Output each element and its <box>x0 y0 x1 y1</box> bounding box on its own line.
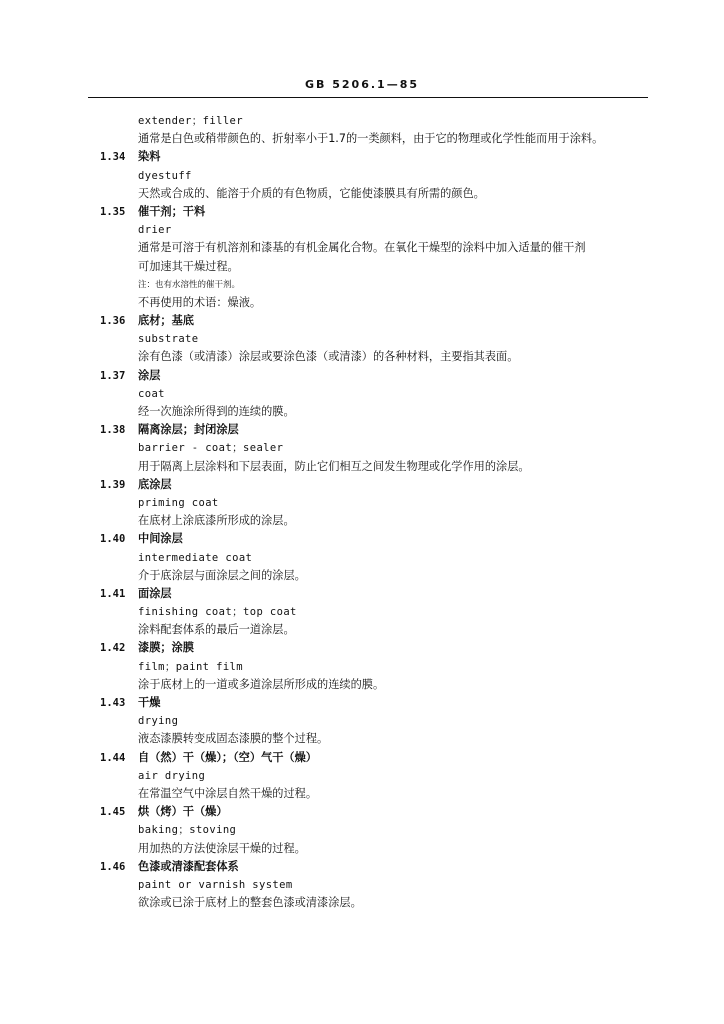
term-definition-line <box>0 512 724 530</box>
term-number: 1.38 <box>100 424 126 437</box>
term-heading <box>0 148 724 166</box>
term-chinese: 色漆或清漆配套体系 <box>138 859 239 873</box>
term-heading <box>0 694 724 712</box>
term-number: 1.43 <box>100 697 126 709</box>
term-note-line <box>0 276 724 294</box>
term-definition-line <box>0 348 724 366</box>
term-english: drying <box>138 715 179 728</box>
term-number: 1.39 <box>100 478 126 491</box>
term-heading <box>0 530 724 548</box>
term-definition-line <box>0 458 724 476</box>
term-heading <box>0 421 724 439</box>
term-number: 1.35 <box>100 205 126 218</box>
term-number: 1.45 <box>100 806 126 819</box>
term-english-line <box>0 221 724 239</box>
term-definition-line <box>0 130 724 148</box>
term-definition: 涂料配套体系的最后一道涂层。 <box>138 623 295 637</box>
term-definition: 经一次施涂所得到的连续的膜。 <box>138 405 295 418</box>
term-number: 1.34 <box>100 151 126 164</box>
term-definition: 在底材上涂底漆所形成的涂层。 <box>138 514 295 528</box>
term-english: film；paint film <box>138 660 244 673</box>
term-note: 注：也有水溶性的催干剂。 <box>138 279 241 290</box>
term-chinese: 隔离涂层；封闭涂层 <box>138 423 239 437</box>
term-number: 1.41 <box>100 587 126 600</box>
term-heading <box>0 749 724 767</box>
term-definition-line <box>0 676 724 694</box>
term-heading <box>0 585 724 603</box>
term-definition: 用加热的方法使涂层干燥的过程。 <box>138 841 306 855</box>
term-definition: 涂有色漆（或清漆）涂层或要涂色漆（或清漆）的各种材料，主要指其表面。 <box>138 350 519 364</box>
term-english-line <box>0 167 724 185</box>
term-english-line <box>0 112 724 130</box>
term-heading <box>0 312 724 330</box>
term-number: 1.36 <box>100 315 126 328</box>
term-number: 1.44 <box>100 751 126 764</box>
term-english-line <box>0 549 724 567</box>
term-heading <box>0 476 724 494</box>
term-definition-line <box>0 239 724 257</box>
term-chinese: 自（然）干（燥）；（空）气干（燥） <box>138 750 317 764</box>
term-english-line <box>0 658 724 676</box>
term-chinese: 染料 <box>138 150 161 164</box>
term-english-line <box>0 439 724 457</box>
term-definition: 天然或合成的、能溶于介质的有色物质，它能使漆膜具有所需的颜色。 <box>138 186 485 200</box>
term-english: extender；filler <box>138 115 244 127</box>
term-english-line <box>0 767 724 785</box>
term-number: 1.42 <box>100 642 126 655</box>
term-number: 1.40 <box>100 533 126 546</box>
term-definition-line <box>0 185 724 203</box>
term-definition-line <box>0 621 724 639</box>
term-definition-line <box>0 258 724 276</box>
term-chinese: 漆膜；涂膜 <box>138 641 194 655</box>
term-english-line <box>0 330 724 348</box>
term-definition-line <box>0 730 724 748</box>
term-english: intermediate coat <box>138 551 253 564</box>
header-rule <box>88 97 648 98</box>
term-chinese: 干燥 <box>138 696 161 709</box>
term-heading <box>0 203 724 221</box>
term-english: drier <box>138 224 172 237</box>
term-chinese: 烘（烤）干（燥） <box>138 805 228 819</box>
term-number: 1.37 <box>100 369 126 382</box>
term-english: dyestuff <box>138 169 192 182</box>
term-chinese: 涂层 <box>138 368 161 382</box>
term-definition-line <box>0 567 724 585</box>
term-definition-line <box>0 894 724 912</box>
term-english-line <box>0 385 724 403</box>
term-definition-line <box>0 785 724 803</box>
term-english: substrate <box>138 333 199 346</box>
term-english: coat <box>138 387 165 400</box>
term-definition-line <box>0 840 724 858</box>
term-english: priming coat <box>138 496 219 509</box>
term-number: 1.46 <box>100 860 126 873</box>
term-chinese: 催干剂；干料 <box>138 204 206 218</box>
term-heading <box>0 803 724 821</box>
term-heading <box>0 367 724 385</box>
term-english: barrier - coat；sealer <box>138 442 284 455</box>
document-body <box>0 112 724 912</box>
term-chinese: 底涂层 <box>138 477 172 491</box>
term-definition: 可加速其干燥过程。 <box>138 259 239 273</box>
term-english-line <box>0 712 724 730</box>
term-deprecated-line <box>0 294 724 312</box>
term-definition: 液态漆膜转变成固态漆膜的整个过程。 <box>138 732 329 746</box>
term-chinese: 面涂层 <box>138 586 172 600</box>
term-definition: 在常温空气中涂层自然干燥的过程。 <box>138 786 318 800</box>
term-english-line <box>0 494 724 512</box>
term-english-line <box>0 821 724 839</box>
term-definition: 用于隔离上层涂料和下层表面，防止它们相互之间发生物理或化学作用的涂层。 <box>138 459 530 473</box>
term-definition: 介于底涂层与面涂层之间的涂层。 <box>138 568 306 582</box>
term-chinese: 底材；基底 <box>138 314 194 328</box>
term-chinese: 中间涂层 <box>138 532 183 546</box>
term-english: baking；stoving <box>138 824 237 837</box>
term-definition: 通常是可溶于有机溶剂和漆基的有机金属化合物。在氧化干燥型的涂料中加入适量的催干剂 <box>138 241 586 255</box>
term-english-line <box>0 876 724 894</box>
term-english: finishing coat；top coat <box>138 606 297 619</box>
term-definition: 欲涂或已涂于底材上的整套色漆或清漆涂层。 <box>138 896 362 910</box>
term-deprecated: 不再使用的术语：燥液。 <box>138 295 262 309</box>
term-english: air drying <box>138 769 206 782</box>
term-definition-line <box>0 403 724 421</box>
page-header-standard-number: GB 5206.1—85 <box>305 78 419 91</box>
term-definition: 通常是白色或稍带颜色的、折射率小于1.7的一类颜料，由于它的物理或化学性能而用于涂料。 <box>138 132 604 146</box>
term-definition: 涂于底材上的一道或多道涂层所形成的连续的膜。 <box>138 677 385 691</box>
term-heading <box>0 858 724 876</box>
term-heading <box>0 639 724 657</box>
term-english-line <box>0 603 724 621</box>
term-english: paint or varnish system <box>138 878 293 891</box>
